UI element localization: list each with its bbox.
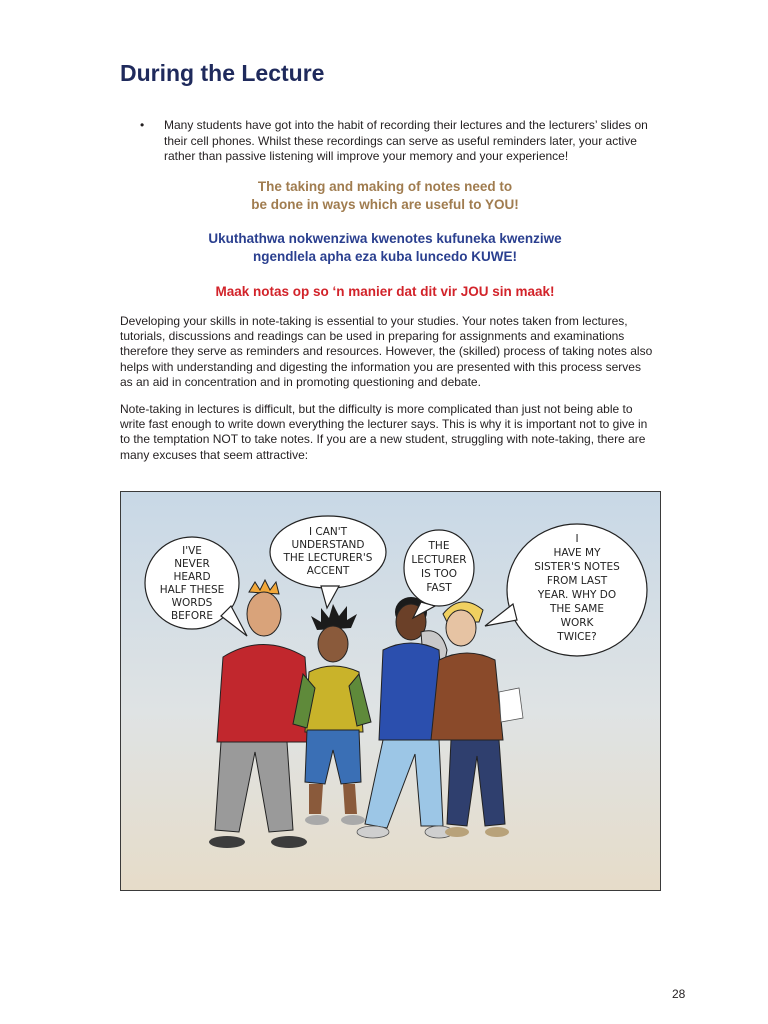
bubble-2-line-4: ACCENT xyxy=(306,565,350,577)
callout-xhosa-line-1: Ukuthathwa nokwenziwa kwenotes kufuneka kwenziwe xyxy=(208,231,562,246)
bubble-2-line-1: I CAN'T xyxy=(308,526,348,538)
cartoon-svg xyxy=(121,492,660,890)
bubble-4-line-2: HAVE MY xyxy=(553,547,601,559)
bubble-3-line-2: LECTURER xyxy=(411,554,467,566)
callout-xhosa-line-2: ngendlela apha eza kuba luncedo KUWE! xyxy=(252,249,518,264)
callout-english-line-1: The taking and making of notes need to xyxy=(257,179,513,194)
bullet-item xyxy=(140,118,653,165)
bubble-3-line-4: FAST xyxy=(426,582,452,594)
bubble-2-line-3: THE LECTURER'S xyxy=(283,552,373,564)
page-title: During the Lecture xyxy=(120,60,325,86)
cartoon-illustration xyxy=(120,491,661,891)
bubble-1-line-4: HALF THESE xyxy=(159,584,225,596)
bubble-1-line-6: BEFORE xyxy=(170,610,214,622)
bubble-4-line-4: FROM LAST xyxy=(546,575,608,587)
bubble-4-line-3: SISTER'S NOTES xyxy=(534,561,620,573)
bubble-1-line-5: WORDS xyxy=(171,597,213,609)
paragraph-note-taking-skills: Developing your skills in note-taking is essential to your studies. Your notes taken from lectures, tutorials, discussions and readings can be used in preparing for assignments and examinations therefore they serve as reminders and resources. However, the (skilled) process of taking notes also helps with understanding and digesting the information you are presented with this process serves as an aid in concentration and in promoting questioning and debate. xyxy=(120,314,653,389)
bullet-text: Many students have got into the habit of recording their lectures and the lecturers’ slides on their cell phones. Whilst these recordings can serve as useful reminders later, your active rather than passive listening will improve your memory and your experience! xyxy=(164,118,648,163)
callout-xhosa xyxy=(120,230,650,266)
bubble-4-line-7: WORK xyxy=(560,617,594,629)
bubble-4-line-5: YEAR. WHY DO xyxy=(537,589,617,601)
bubble-3-line-3: IS TOO xyxy=(420,568,458,580)
callout-afrikaans xyxy=(120,283,650,301)
callout-afrikaans-line-1: Maak notas op so ‘n manier dat dit vir JOU sin maak! xyxy=(215,284,555,299)
paragraph-note-taking-difficulty: Note-taking in lectures is difficult, but the difficulty is more complicated than just not being able to write fast enough to write down everything the lecturer says. This is why it is important not to give in to the temptation NOT to take notes. If you are a new student, struggling with note-taking, there are many excuses that seem attractive: xyxy=(120,402,648,462)
page-number: 28 xyxy=(672,987,686,1001)
callout-english xyxy=(120,178,650,214)
bubble-4-line-6: THE SAME xyxy=(549,603,605,615)
callout-english-line-2: be done in ways which are useful to YOU! xyxy=(251,197,519,212)
bubble-2-line-2: UNDERSTAND xyxy=(291,539,365,551)
bullet-marker: • xyxy=(140,118,145,132)
bubble-4-line-8: TWICE? xyxy=(557,631,597,643)
bubble-3-line-1: THE xyxy=(428,540,450,552)
bubble-1-line-2: NEVER xyxy=(174,558,210,570)
bubble-1-line-3: HEARD xyxy=(173,571,211,583)
bubble-1-line-1: I'VE xyxy=(182,545,202,557)
bubble-4-line-1: I xyxy=(575,533,579,545)
